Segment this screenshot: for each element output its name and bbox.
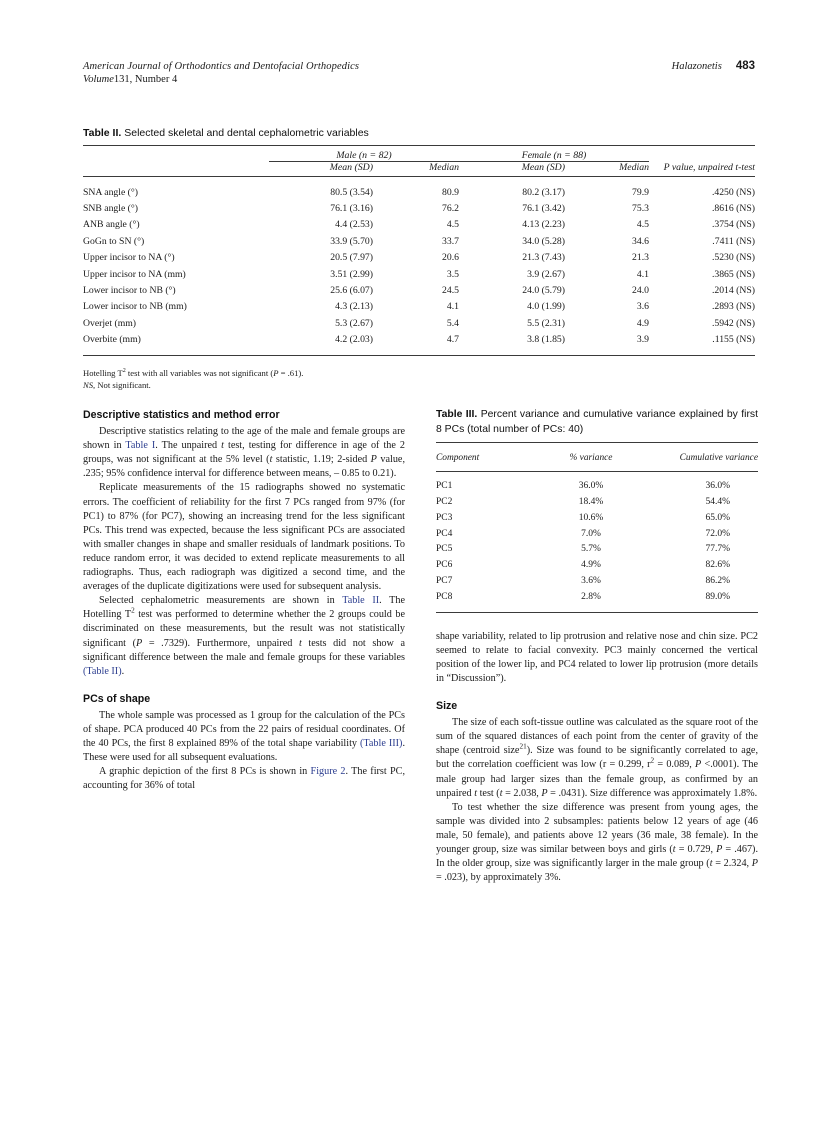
paragraph-selected-measurements <box>83 594 405 679</box>
table-row <box>83 200 755 216</box>
rp3-t4: P <box>751 858 758 870</box>
table-3-header-row <box>436 447 758 468</box>
table-row <box>436 526 758 542</box>
cell-female-median: 4.9 <box>636 317 649 329</box>
table-2-group-header-row <box>83 150 755 162</box>
cell-component: PC2 <box>436 497 453 508</box>
rp2-g: = .0431). Size difference was approximately 1.8%. <box>547 787 758 799</box>
table-row <box>436 574 758 590</box>
cell-female-mean: 80.2 (3.17) <box>522 186 565 198</box>
cell-component: PC1 <box>436 481 453 492</box>
cell-female-median: 4.1 <box>636 268 649 280</box>
p1-b: . The unpaired <box>155 440 222 452</box>
author-name: Halazonetis <box>671 61 722 72</box>
cell-male-median: 76.2 <box>442 202 459 214</box>
table-row <box>83 250 755 266</box>
cell-male-mean: 80.5 (3.54) <box>330 186 373 198</box>
col-header-male-mean: Mean (SD) <box>329 162 373 173</box>
table-row <box>83 299 755 315</box>
heading-size: Size <box>436 700 458 713</box>
cell-female-median: 79.9 <box>632 186 649 198</box>
cell-male-mean: 4.2 (2.03) <box>335 334 373 346</box>
table-row <box>436 589 758 605</box>
running-head-right <box>672 60 755 72</box>
cell-female-median: 3.9 <box>636 334 649 346</box>
cell-component: PC4 <box>436 528 453 539</box>
cell-pvalue: .2014 (NS) <box>711 284 755 296</box>
page-number: 483 <box>735 60 755 72</box>
table-2-body-spacer <box>83 177 755 185</box>
table-row <box>83 282 755 298</box>
volume-label: Volume <box>83 74 114 85</box>
rp2-b: ). Size was found to be significantly correlated to age, but the correlation coefficient was low (r = 0.299, r <box>436 745 758 771</box>
cell-male-median: 24.5 <box>442 284 459 296</box>
table-2-head <box>83 146 755 177</box>
cell-variable: Overjet (mm) <box>83 317 136 329</box>
cell-pvalue: .4250 (NS) <box>711 186 755 198</box>
footnote-ns <box>83 379 755 391</box>
rp2-e: test ( <box>477 787 500 799</box>
cell-male-mean: 4.4 (2.53) <box>335 219 373 231</box>
rp2-t3: t <box>499 787 503 799</box>
cell-variance: 10.6% <box>578 512 604 523</box>
cell-female-median: 75.3 <box>632 202 649 214</box>
cell-female-mean: 4.0 (1.99) <box>527 301 565 313</box>
footnote-ns-abbr: NS <box>83 380 94 391</box>
cell-component: PC3 <box>436 512 453 523</box>
group-header-male: Male (n = 82) <box>269 150 459 162</box>
paragraph-graphic-depiction <box>83 765 405 793</box>
p4-b: . These were used for all subsequent evaluations. <box>83 738 405 764</box>
cell-male-median: 3.5 <box>446 268 459 280</box>
cell-male-mean: 76.1 (3.16) <box>330 202 373 214</box>
cell-pvalue: .7411 (NS) <box>712 235 755 247</box>
cell-variance: 18.4% <box>578 497 604 508</box>
volume-value: 131, Number 4 <box>113 74 178 85</box>
cell-cumulative: 65.0% <box>705 512 730 523</box>
rp2-t4: P <box>541 787 548 799</box>
heading-pcs-of-shape: PCs of shape <box>83 692 151 705</box>
right-column <box>436 408 758 885</box>
cell-variable: Overbite (mm) <box>83 334 141 346</box>
link-table-1[interactable]: Table I <box>125 440 156 452</box>
p1-d: statistic, 1.19; 2-sided <box>272 454 371 466</box>
cell-female-mean: 76.1 (3.42) <box>522 202 565 214</box>
cell-pvalue: .5230 (NS) <box>711 252 755 264</box>
table-row <box>83 266 755 282</box>
col-header-female-median: Median <box>619 162 649 173</box>
cell-variance: 3.6% <box>581 575 601 586</box>
footnote-ns-rest: , Not significant. <box>93 380 151 391</box>
rp3-e: = .023), by approximately 3%. <box>436 872 561 884</box>
table-row <box>83 184 755 200</box>
col-header-pvalue: P value, unpaired t-test <box>663 162 755 173</box>
cell-pvalue: .2893 (NS) <box>711 301 755 313</box>
table-3-title: Percent variance and cumulative variance explained by first 8 PCs (total number of PCs: 40) <box>436 409 758 435</box>
footnote-hotelling-c: = .61). <box>278 368 304 379</box>
p4-a: The whole sample was processed as 1 group for the calculation of the PCs of shape. PCA produced 40 PCs from the 22 pairs of residual coordinates. Of the 40 PCs, the first 8 explained 89% of the total shape variability <box>83 709 405 750</box>
table-2-sub-header-row <box>83 162 755 174</box>
cell-cumulative: 82.6% <box>705 560 730 571</box>
cell-variable: Upper incisor to NA (°) <box>83 252 175 264</box>
cell-component: PC7 <box>436 575 453 586</box>
group-header-female: Female (n = 88) <box>459 150 649 162</box>
volume-line <box>83 74 755 85</box>
p3-a: Selected cephalometric measurements are shown in <box>99 595 343 607</box>
table-2-caption <box>83 127 755 139</box>
table-3-bottom-rule <box>436 612 758 618</box>
cell-pvalue: .3865 (NS) <box>711 268 755 280</box>
cell-component: PC5 <box>436 544 453 555</box>
table-row <box>436 510 758 526</box>
paragraph-size-subsamples <box>436 801 758 886</box>
table-2-footnotes <box>83 367 755 392</box>
running-head-row <box>83 60 755 72</box>
cell-female-mean: 34.0 (5.28) <box>522 235 565 247</box>
cell-female-mean: 24.0 (5.79) <box>522 284 565 296</box>
cell-female-median: 24.0 <box>632 284 649 296</box>
table-3-caption <box>436 408 758 437</box>
cell-variable: Upper incisor to NA (mm) <box>83 268 186 280</box>
link-table-2-second[interactable]: (Table II) <box>83 665 122 677</box>
cell-male-median: 20.6 <box>442 252 459 264</box>
col-header-female-mean: Mean (SD) <box>521 162 565 173</box>
rp3-c: = .467). In the older group, size was significantly larger in the male group ( <box>436 844 758 870</box>
footnote-hotelling-b: test with all variables was not significant ( <box>125 368 274 379</box>
table-row <box>436 542 758 558</box>
cell-male-median: 4.7 <box>446 334 459 346</box>
cell-variable: GoGn to SN (°) <box>83 235 145 247</box>
cell-female-mean: 4.13 (2.23) <box>522 219 565 231</box>
rp2-sup-2: 2 <box>650 757 655 766</box>
table-row <box>436 558 758 574</box>
cell-cumulative: 72.0% <box>705 528 730 539</box>
table-row <box>436 479 758 495</box>
p3-f: . <box>121 665 125 677</box>
col-header-component: Component <box>436 453 480 463</box>
cell-variance: 36.0% <box>578 481 604 492</box>
p1-t2: t <box>269 454 273 466</box>
cell-variable: SNA angle (°) <box>83 186 138 198</box>
p3-b: . The Hotelling T <box>83 595 405 621</box>
cell-female-mean: 3.8 (1.85) <box>527 334 565 346</box>
p1-a: Descriptive statistics relating to the age of the male and female groups are shown in <box>83 426 405 452</box>
table-2-body <box>83 177 755 363</box>
table-2-container <box>83 127 755 392</box>
rp2-f: = 2.038, <box>502 787 542 799</box>
table-row <box>83 217 755 233</box>
p1-c: test, testing for difference in age of the 2 groups, was not significant at the 5% level ( <box>83 440 406 466</box>
rp2-t1: P <box>695 759 702 771</box>
cell-female-mean: 3.9 (2.67) <box>527 268 565 280</box>
p3-c: test was performed to determine whether the 2 groups could be discriminated on these measurements, but the result was not statistically significant ( <box>83 609 405 649</box>
paragraph-replicate-measurements: Replicate measurements of the 15 radiographs showed no systematic errors. The coefficient of reliability for the first 7 PCs ranged from 97% (for PC1) to 87% (for PC7), showing an increasing trend for the less significant PCs. This trend was expected, because the less significant PCs are associated with smaller changes in shape and smaller residuals of landmark positions. To reduce random error, it was decided to extend replicate measurements to all radiographs. Thus, each radiograph was digitized a second time, and the averages of the duplicate digitizations were used for subsequent analysis. <box>83 482 405 593</box>
cell-male-mean: 25.6 (6.07) <box>330 284 373 296</box>
p5-b: . The first PC, accounting for 36% of total <box>83 766 405 792</box>
rp2-sup-21: 21 <box>519 742 527 751</box>
p1-t1: t <box>221 440 224 452</box>
cell-variance: 5.7% <box>581 544 601 555</box>
link-figure-2[interactable]: Figure 2 <box>310 766 346 778</box>
footnote-hotelling <box>83 367 755 379</box>
table-3 <box>436 442 758 619</box>
cell-male-median: 33.7 <box>442 235 459 247</box>
cell-male-median: 5.4 <box>446 317 459 329</box>
table-2-title: Selected skeletal and dental cephalometric variables <box>124 127 369 139</box>
p3-e: tests did not show a significant difference between the male and female groups for these variables <box>83 637 405 663</box>
cell-variable: Lower incisor to NB (°) <box>83 284 176 296</box>
p5-a: A graphic depiction of the first 8 PCs is shown in <box>99 766 311 778</box>
table-row <box>83 315 755 331</box>
cell-female-median: 4.5 <box>636 219 649 231</box>
p1-e: value, .235; 95% confidence interval for difference between means, – 0.85 to 0.21). <box>83 454 405 480</box>
left-column <box>83 408 405 793</box>
cell-variance: 2.8% <box>581 591 601 602</box>
paragraph-descriptive-stats <box>83 425 405 481</box>
cell-pvalue: .5942 (NS) <box>711 317 755 329</box>
table-3-head <box>436 443 758 472</box>
col-header-percent-variance: % variance <box>569 453 613 463</box>
cell-female-median: 3.6 <box>636 301 649 313</box>
running-head <box>83 60 755 85</box>
table-2-bottom-rule <box>83 356 755 363</box>
cell-male-median: 4.5 <box>446 219 459 231</box>
rp2-t2: t <box>474 787 478 799</box>
table-row <box>83 233 755 249</box>
paragraph-shape-variability: shape variability, related to lip protrusion and relative nose and chin size. PC2 seemed to relate to facial convexity. PC3 mainly concerned the vertical position of the lower lip, and PC4 related to lower lip protrusion (more details in “Discussion”). <box>436 630 758 684</box>
p3-d: = .7329). Furthermore, unpaired <box>142 637 299 649</box>
cell-cumulative: 36.0% <box>705 481 730 492</box>
table-2-body-bottom-spacer <box>83 348 755 356</box>
cell-component: PC6 <box>436 560 453 571</box>
table-3-body-bottom-spacer <box>436 605 758 612</box>
cell-cumulative: 86.2% <box>705 575 730 586</box>
rp3-a: To test whether the size difference was present from young ages, the sample was divided into 2 subsamples: patients below 12 years of age (46 male, 50 female), and patients above 12 years (36 male, 38 female). In the younger group, size was similar between boys and girls ( <box>436 801 758 855</box>
p1-t3: P <box>370 454 377 466</box>
cell-male-mean: 3.51 (2.99) <box>330 268 373 280</box>
footnote-hotelling-a: Hotelling T <box>83 368 123 379</box>
cell-cumulative: 89.0% <box>705 591 730 602</box>
link-table-3[interactable]: (Table III) <box>360 738 403 750</box>
cell-male-median: 80.9 <box>442 186 459 198</box>
rp3-b: = 0.729, <box>675 844 717 855</box>
table-2 <box>83 145 755 362</box>
journal-title: American Journal of Orthodontics and Dentofacial Orthopedics <box>83 61 360 72</box>
cell-male-mean: 20.5 (7.97) <box>330 252 373 264</box>
cell-variable: Lower incisor to NB (mm) <box>83 301 187 313</box>
cell-component: PC8 <box>436 591 453 602</box>
cell-variable: ANB angle (°) <box>83 219 140 231</box>
col-header-male-median: Median <box>429 162 459 173</box>
rp2-a: The size of each soft-tissue outline was calculated as the square root of the sum of the squared distances of each point from the center of gravity of the shape (centroid size <box>436 717 758 757</box>
cell-pvalue: .3754 (NS) <box>711 219 755 231</box>
rp3-t1: t <box>672 844 676 855</box>
table-row <box>83 332 755 348</box>
footnote-hotelling-p: P <box>273 368 279 379</box>
cell-female-mean: 5.5 (2.31) <box>527 317 565 329</box>
table-2-label: Table II. <box>83 127 122 139</box>
p3-sup: 2 <box>131 606 135 615</box>
rp3-t2: P <box>716 844 723 855</box>
cell-male-mean: 5.3 (2.67) <box>335 317 373 329</box>
cell-female-median: 34.6 <box>632 235 649 247</box>
cell-variance: 7.0% <box>581 528 601 539</box>
footnote-hotelling-sup: 2 <box>122 368 126 375</box>
table-3-container <box>436 408 758 619</box>
cell-pvalue: .8616 (NS) <box>711 202 755 214</box>
rp3-d: = 2.324, <box>712 858 752 870</box>
cell-female-mean: 21.3 (7.43) <box>522 252 565 264</box>
p3-t2: t <box>298 637 302 649</box>
rp3-t3: t <box>709 858 713 870</box>
cell-female-median: 21.3 <box>632 252 649 264</box>
table-3-body-spacer <box>436 472 758 479</box>
col-header-cumulative-variance: Cumulative variance <box>679 453 758 463</box>
link-table-2-first[interactable]: Table II <box>342 595 380 607</box>
rp2-c: = 0.089, <box>654 759 696 771</box>
paragraph-whole-sample <box>83 709 405 765</box>
cell-male-mean: 4.3 (2.13) <box>335 301 373 313</box>
cell-cumulative: 54.4% <box>705 497 730 508</box>
table-3-body <box>436 472 758 619</box>
cell-male-median: 4.1 <box>446 301 459 313</box>
paragraph-size-calculation <box>436 716 758 801</box>
table-row <box>436 495 758 511</box>
cell-male-mean: 33.9 (5.70) <box>330 235 373 247</box>
p3-t1: P <box>136 637 143 649</box>
cell-pvalue: .1155 (NS) <box>712 334 755 346</box>
table-3-label: Table III. <box>436 409 478 420</box>
heading-descriptive-statistics: Descriptive statistics and method error <box>83 409 280 421</box>
cell-cumulative: 77.7% <box>705 544 730 555</box>
cell-variable: SNB angle (°) <box>83 202 138 214</box>
rp2-d: <.0001). The male group had larger sizes than the female group, as confirmed by an unpaired <box>436 759 758 799</box>
cell-variance: 4.9% <box>581 560 601 571</box>
